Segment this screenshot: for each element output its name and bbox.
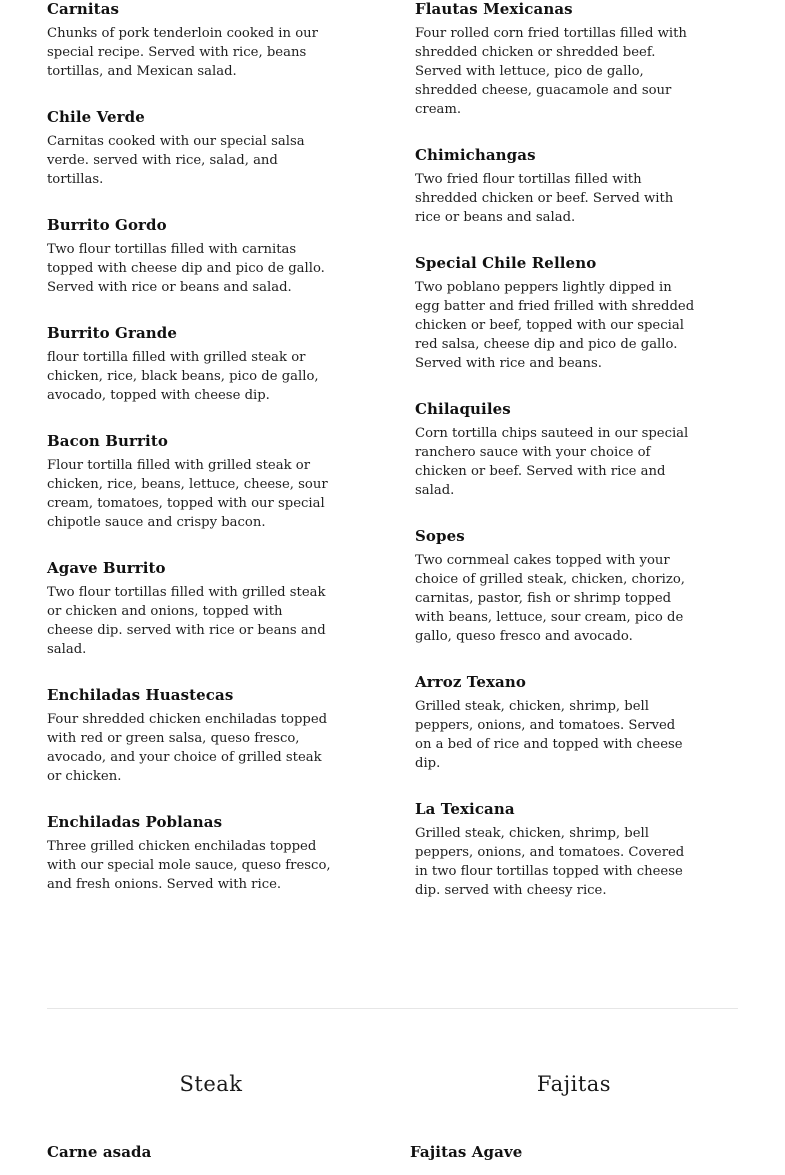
menu-item-name: Fajitas Agave: [410, 1143, 523, 1161]
menu-item-name: Carnitas: [47, 0, 120, 18]
menu-item-name: Enchiladas Huastecas: [47, 686, 234, 704]
menu-item-name: Chilaquiles: [415, 400, 511, 418]
menu-item: [47, 324, 332, 405]
menu-item-name: Agave Burrito: [47, 559, 166, 577]
menu-item-description: Four shredded chicken enchiladas topped with red or green salsa, queso fresco, avocado, and your choice of grilled steak or chicken.: [47, 712, 328, 784]
menu-column-right: [415, 0, 695, 927]
menu-item-description: Corn tortilla chips sauteed in our special ranchero sauce with your choice of chicken or beef. Served with rice and salad.: [415, 426, 689, 498]
menu-item: [415, 146, 695, 227]
menu-item-name: Enchiladas Poblanas: [47, 813, 223, 831]
menu-item-name: Burrito Gordo: [47, 216, 167, 234]
menu-item-description: Three grilled chicken enchiladas topped with our special mole sauce, queso fresco, and fresh onions. Served with rice.: [47, 839, 331, 892]
menu-item: [415, 400, 695, 500]
menu-item: [47, 432, 332, 532]
menu-item-name: Flautas Mexicanas: [415, 0, 573, 18]
menu-item-name: Special Chile Relleno: [415, 254, 597, 272]
section-title-fajitas: Fajitas: [536, 1072, 612, 1096]
menu-item: [47, 559, 332, 659]
menu-item-description: Two poblano peppers lightly dipped in egg batter and fried frilled with shredded chicken or beef, topped with our special red salsa, cheese dip and pico de gallo. Served with rice and beans.: [415, 280, 695, 371]
menu-item-description: flour tortilla filled with grilled steak or chicken, rice, black beans, pico de gallo, avocado, topped with cheese dip.: [47, 350, 319, 403]
menu-item: [47, 108, 332, 189]
menu-item-name: Carne asada: [47, 1143, 152, 1161]
menu-item: [47, 0, 332, 81]
section-title-steak: Steak: [179, 1072, 243, 1096]
menu-item-name: Sopes: [415, 527, 465, 545]
menu-item-name: Bacon Burrito: [47, 432, 168, 450]
menu-item: [415, 527, 695, 646]
steak-menu-item: [47, 1143, 337, 1167]
menu-item-name: Chimichangas: [415, 146, 536, 164]
menu-column-left: [47, 0, 332, 921]
menu-item-description: Grilled steak, chicken, shrimp, bell peppers, onions, and tomatoes. Served on a bed of rice and topped with cheese dip.: [415, 699, 683, 771]
menu-item: [47, 216, 332, 297]
menu-item: [415, 673, 695, 773]
menu-item-description: Grilled steak, chicken, shrimp, bell peppers, onions, and tomatoes. Covered in two flour tortillas topped with cheese dip. served with cheesy rice.: [415, 826, 685, 898]
menu-item-description: Two flour tortillas filled with grilled steak or chicken and onions, topped with cheese dip. served with rice or beans and salad.: [47, 585, 326, 657]
section-divider: [47, 1008, 738, 1009]
menu-item-description: Two cornmeal cakes topped with your choice of grilled steak, chicken, chorizo, carnitas, pastor, fish or shrimp topped with beans, lettuce, sour cream, pico de gallo, queso fresco and avocado.: [415, 553, 685, 644]
menu-item-description: Chunks of pork tenderloin cooked in our special recipe. Served with rice, beans tortillas, and Mexican salad.: [47, 26, 318, 79]
menu-item: [47, 813, 332, 894]
menu-item-name: Arroz Texano: [415, 673, 526, 691]
menu-item-description: Two flour tortillas filled with carnitas topped with cheese dip and pico de gallo. Served with rice or beans and salad.: [47, 242, 325, 295]
menu-item-description: Four rolled corn fried tortillas filled with shredded chicken or shredded beef. Served with lettuce, pico de gallo, shredded cheese, guacamole and sour cream.: [415, 26, 687, 117]
menu-item-description: Carnitas cooked with our special salsa verde. served with rice, salad, and tortillas.: [47, 134, 305, 187]
menu-item-name: Burrito Grande: [47, 324, 178, 342]
menu-item: [415, 0, 695, 119]
menu-item: [415, 254, 695, 373]
menu-item-description: Two fried flour tortillas filled with shredded chicken or beef. Served with rice or beans and salad.: [415, 172, 674, 225]
menu-item-description: Flour tortilla filled with grilled steak or chicken, rice, beans, lettuce, cheese, sour cream, tomatoes, topped with our special chipotle sauce and crispy bacon.: [47, 458, 328, 530]
menu-item: [415, 800, 695, 900]
fajitas-menu-item: [410, 1143, 700, 1167]
menu-item: [47, 686, 332, 786]
menu-item-name: Chile Verde: [47, 108, 145, 126]
menu-item-name: La Texicana: [415, 800, 515, 818]
